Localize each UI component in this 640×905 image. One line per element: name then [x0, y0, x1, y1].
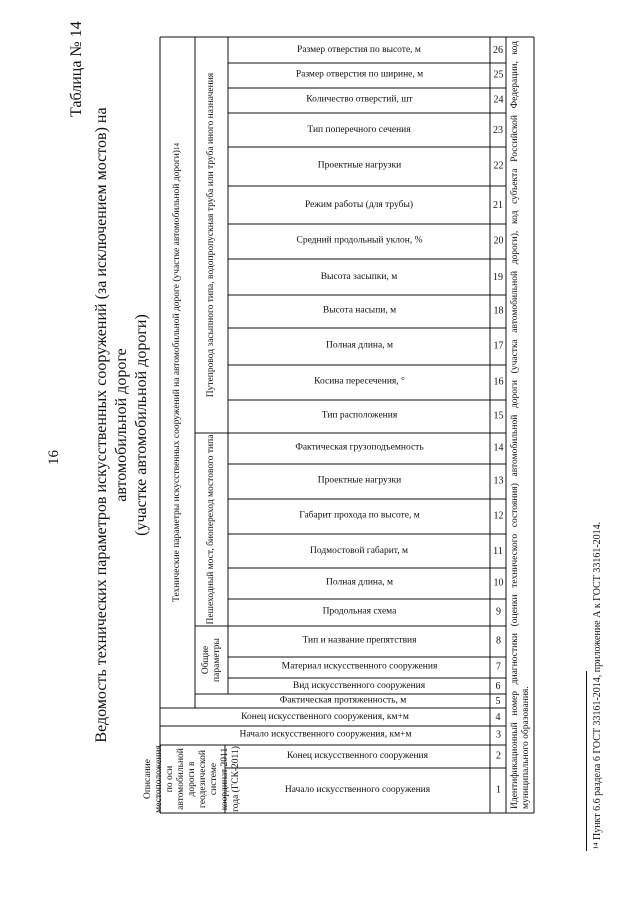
- column-number-8: 8: [495, 636, 501, 647]
- column-header-25: Размер отверстия по ширине, м: [295, 70, 423, 80]
- page-number: 16: [46, 450, 62, 465]
- column-number-11: 11: [493, 545, 503, 557]
- column-number-14: 14: [493, 443, 503, 454]
- title-line-2: (участке автомобильной дороги): [133, 314, 150, 536]
- column-number-7: 7: [495, 662, 501, 673]
- tech-params-label: Технические параметры искусственных сооружений на автомобильной дороге (участке автомобильной дороги): [172, 150, 182, 602]
- column-number-16: 16: [493, 377, 503, 388]
- column-number-19: 19: [493, 271, 503, 283]
- column-number-15: 15: [493, 411, 503, 422]
- footnote-ref-14: 14: [173, 143, 181, 151]
- column-number-12: 12: [493, 511, 503, 522]
- table-footer-row: Идентификационный номер диагностики (оценки технического состояния) автомобильной дороги (участка автомобильной дороги), код субъекта Российской Федерации, код муниципального образования.: [510, 41, 531, 809]
- column-number-25: 25: [493, 70, 503, 81]
- column-header-3: Начало искусственного сооружения, км+м: [238, 730, 411, 740]
- group-tech-params-header: [160, 37, 195, 708]
- column-header-13: Проектные нагрузки: [317, 476, 401, 486]
- group-pedestrian-header: Пешеходный мост, биопереход мостового типа: [206, 434, 216, 625]
- footnote-rule: [586, 671, 587, 851]
- column-header-16: Косина пересечения, °: [313, 377, 405, 387]
- column-header-10: Полная длина, м: [325, 578, 393, 588]
- column-header-26: Размер отверстия по высоте, м: [297, 44, 421, 55]
- column-header-17: Полная длина, м: [325, 341, 393, 351]
- column-header-4: Конец искусственного сооружения, км+м: [241, 711, 409, 722]
- column-header-21: Режим работы (для трубы): [304, 199, 414, 210]
- column-header-22: Проектные нагрузки: [317, 161, 401, 171]
- column-number-24: 24: [493, 95, 503, 106]
- table-number: Таблица № 14: [68, 21, 85, 117]
- column-header-1: Начало искусственного сооружения: [284, 785, 431, 795]
- column-number-22: 22: [493, 161, 503, 172]
- column-header-24: Количество отверстий, шт: [305, 95, 413, 105]
- column-header-18: Высота насыпи, м: [322, 306, 396, 316]
- column-number-18: 18: [493, 306, 503, 317]
- footnote: ¹⁴ Пункт 6.6 раздела 6 ГОСТ 33161-2014, приложение А к ГОСТ 33161-2014.: [592, 521, 603, 849]
- column-header-20: Средний продольный уклон, %: [295, 236, 422, 246]
- column-number-4: 4: [495, 711, 501, 723]
- column-number-10: 10: [493, 578, 503, 589]
- group-culvert-header: Путепровод засыпного типа, водопропускная труба или труба иного назначения: [206, 72, 216, 398]
- column-header-15: Тип расположения: [321, 411, 397, 421]
- column-number-6: 6: [495, 680, 501, 692]
- group-general-header: Общие параметры: [200, 638, 222, 682]
- column-number-3: 3: [495, 730, 501, 741]
- title-line-1: Ведомость технических параметров искусственных сооружений (за исключением мостов) на автомобильной дороге: [93, 107, 130, 743]
- column-header-12: Габарит прохода по высоте, м: [298, 511, 420, 521]
- column-header-19: Высота засыпки, м: [320, 271, 398, 282]
- column-number-26: 26: [493, 44, 503, 56]
- column-number-17: 17: [493, 341, 503, 352]
- column-number-2: 2: [495, 751, 501, 762]
- column-number-20: 20: [493, 236, 503, 247]
- column-header-2: Конец искусственного сооружения: [287, 751, 428, 761]
- column-header-7: Материал искусственного сооружения: [281, 662, 437, 672]
- column-header-6: Вид искусственного сооружения: [292, 680, 426, 691]
- column-number-5: 5: [495, 695, 501, 707]
- column-header-11: Подмостовой габарит, м: [310, 545, 408, 556]
- column-header-8: Тип и название препятствия: [301, 636, 417, 646]
- column-header-23: Тип поперечного сечения: [307, 124, 411, 135]
- column-number-23: 23: [493, 124, 503, 136]
- column-header-5: Фактическая протяженность, м: [279, 695, 406, 706]
- column-number-1: 1: [495, 785, 501, 796]
- column-number-21: 21: [493, 199, 503, 211]
- column-header-14: Фактическая грузоподъемность: [294, 443, 424, 453]
- column-number-13: 13: [493, 476, 503, 487]
- column-header-9: Продольная схема: [322, 607, 396, 617]
- group-location-header: Описание местоположения по оси автомобильной дороги в геодезической системе координат 2011 года (ГСК-2011): [143, 745, 241, 813]
- column-number-9: 9: [495, 607, 501, 618]
